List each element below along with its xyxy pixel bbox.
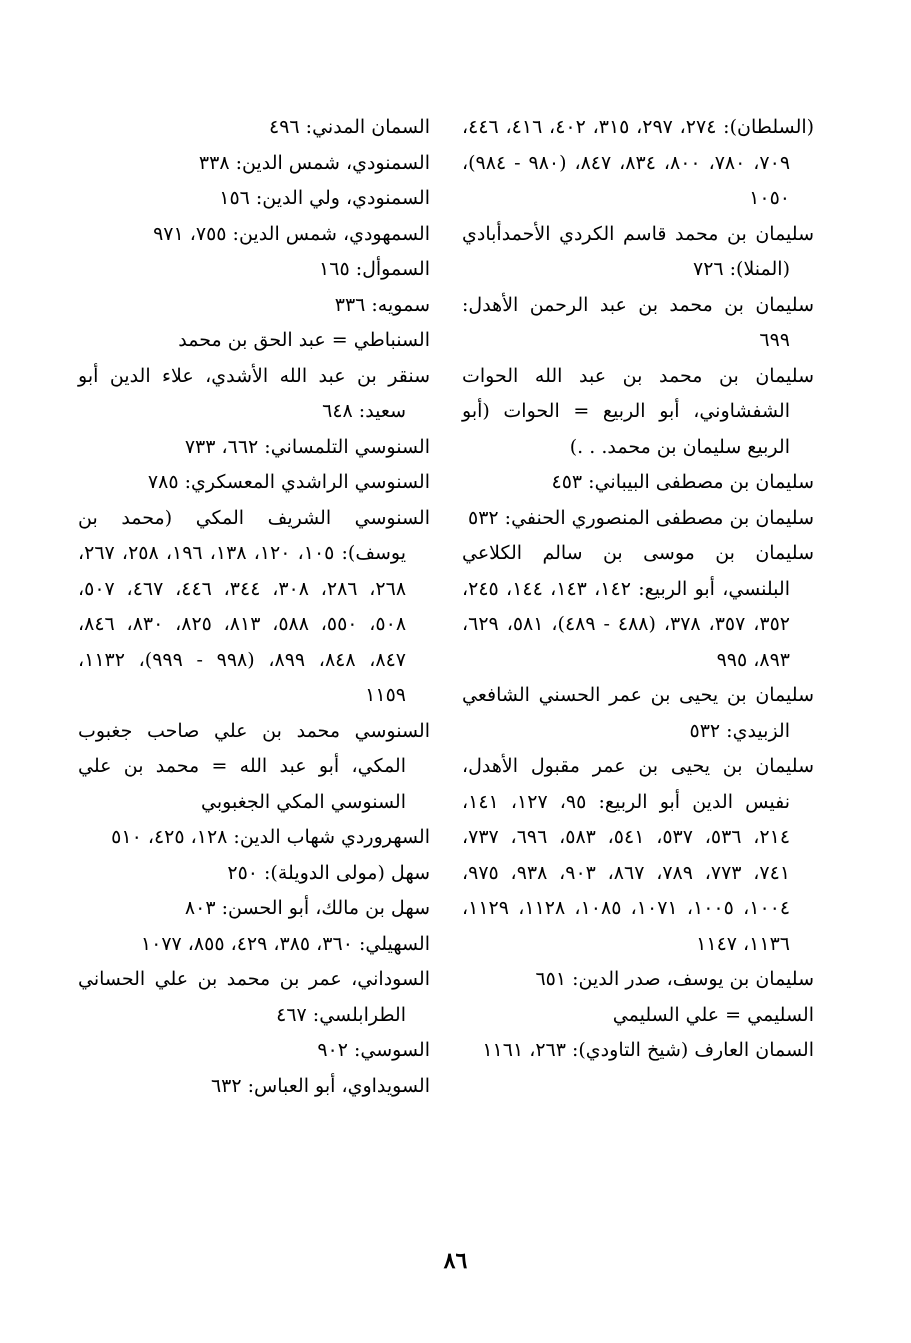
index-entry: (السلطان): ٢٧٤، ٢٩٧، ٣١٥، ٤٠٢، ٤١٦، ٤٤٦، ٧٠٩، ٧٨٠، ٨٠٠، ٨٣٤، ٨٤٧، (٩٨٠ - ٩٨٤)، ١٠٥٠ xyxy=(462,116,815,209)
index-entry: السمنودي، شمس الدين: ٣٣٨ xyxy=(198,151,430,174)
index-column-right xyxy=(462,110,814,1069)
index-entry: السهروردي شهاب الدين: ١٢٨، ٤٢٥، ٥١٠ xyxy=(111,826,430,848)
index-column-left xyxy=(78,110,430,1104)
index-entry: سليمان بن يوسف، صدر الدين: ٦٥١ xyxy=(535,968,814,990)
index-entry: سليمان بن محمد قاسم الكردي الأحمدأبادي (المنلا): ٧٢٦ xyxy=(462,222,814,280)
index-entry: السمنودي، ولي الدين: ١٥٦ xyxy=(219,187,430,209)
index-entry: السنباطي = عبد الحق بن محمد xyxy=(178,329,430,351)
index-entry: سهل بن مالك، أبو الحسن: ٨٠٣ xyxy=(184,897,430,919)
index-entry: سمويه: ٣٣٦ xyxy=(334,293,430,316)
index-entry: سليمان بن موسى بن سالم الكلاعي البلنسي، أبو الربيع: ١٤٢، ١٤٣، ١٤٤، ٢٤٥، ٣٥٢، ٣٥٧، ٣٧٨، (٤٨٨ - ٤٨٩)، ٥٨١، ٦٢٩، ٨٩٣، ٩٩٥ xyxy=(462,542,814,671)
index-entry: سليمان بن محمد بن عبد الله الحوات الشفشاوني، أبو الربيع = الحوات (أبو الربيع سليمان بن محمد. . .) xyxy=(462,364,814,458)
index-entry: السوداني، عمر بن محمد بن علي الحساني الطرابلسي: ٤٦٧ xyxy=(78,968,430,1026)
index-entry: سليمان بن مصطفى البيباني: ٤٥٣ xyxy=(551,471,814,493)
index-entry: سليمان بن محمد بن عبد الرحمن الأهدل: ٦٩٩ xyxy=(462,293,814,351)
index-entry: السمهودي، شمس الدين: ٧٥٥، ٩٧١ xyxy=(153,222,430,245)
index-entry: السنوسي الراشدي المعسكري: ٧٨٥ xyxy=(147,471,430,493)
index-entry: السمان المدني: ٤٩٦ xyxy=(269,116,430,138)
index-entry: سليمان بن يحيى بن عمر مقبول الأهدل، نفيس الدين أبو الربيع: ٩٥، ١٢٧، ١٤١، ٢١٤، ٥٣٦، ٥٣٧، ٥٤١، ٥٨٣، ٦٩٦، ٧٣٧، ٧٤١، ٧٧٣، ٧٨٩، ٨٦٧، ٩٠٣، ٩٣٨، ٩٧٥، ١٠٠٤، ١٠٠٥، ١٠٧١، ١٠٨٥، ١١٢٨، ١١٢٩، ١١٣٦، ١١٤٧ xyxy=(462,755,814,955)
index-entry: السهيلي: ٣٦٠، ٣٨٥، ٤٢٩، ٨٥٥، ١٠٧٧ xyxy=(140,932,430,955)
index-entry: سليمان بن مصطفى المنصوري الحنفي: ٥٣٢ xyxy=(468,506,814,529)
index-entry: السنوسي محمد بن علي صاحب جغبوب المكي، أبو عبد الله = محمد بن علي السنوسي المكي الجغبوبي xyxy=(78,719,430,813)
page-number: ٨٦ xyxy=(443,1248,468,1274)
index-entry: السوسي: ٩٠٢ xyxy=(317,1039,430,1061)
index-entry: السنوسي التلمساني: ٦٦٢، ٧٣٣ xyxy=(184,435,430,458)
index-entry: سليمان بن يحيى بن عمر الحسني الشافعي الزبيدي: ٥٣٢ xyxy=(462,684,814,742)
index-entry: السنوسي الشريف المكي (محمد بن يوسف): ١٠٥، ١٢٠، ١٣٨، ١٩٦، ٢٥٨، ٢٦٧، ٢٦٨، ٢٨٦، ٣٠٨، ٣٤٤، ٤٤٦، ٤٦٧، ٥٠٧، ٥٠٨، ٥٥٠، ٥٨٨، ٨١٣، ٨٢٥، ٨٣٠، ٨٤٦، ٨٤٧، ٨٤٨، ٨٩٩، (٩٩٨ - ٩٩٩)، ١١٣٢، ١١٥٩ xyxy=(78,506,430,706)
index-entry: السليمي = علي السليمي xyxy=(612,1003,814,1026)
index-entry: سنقر بن عبد الله الأشدي، علاء الدين أبو سعيد: ٦٤٨ xyxy=(78,364,430,422)
index-entry: السمان العارف (شيخ التاودي): ٢٦٣، ١١٦١ xyxy=(482,1039,814,1061)
index-entry: السويداوي، أبو العباس: ٦٣٢ xyxy=(210,1074,430,1097)
index-entry: السموأل: ١٦٥ xyxy=(319,258,430,280)
index-entry: سهل (مولى الدويلة): ٢٥٠ xyxy=(227,861,430,884)
